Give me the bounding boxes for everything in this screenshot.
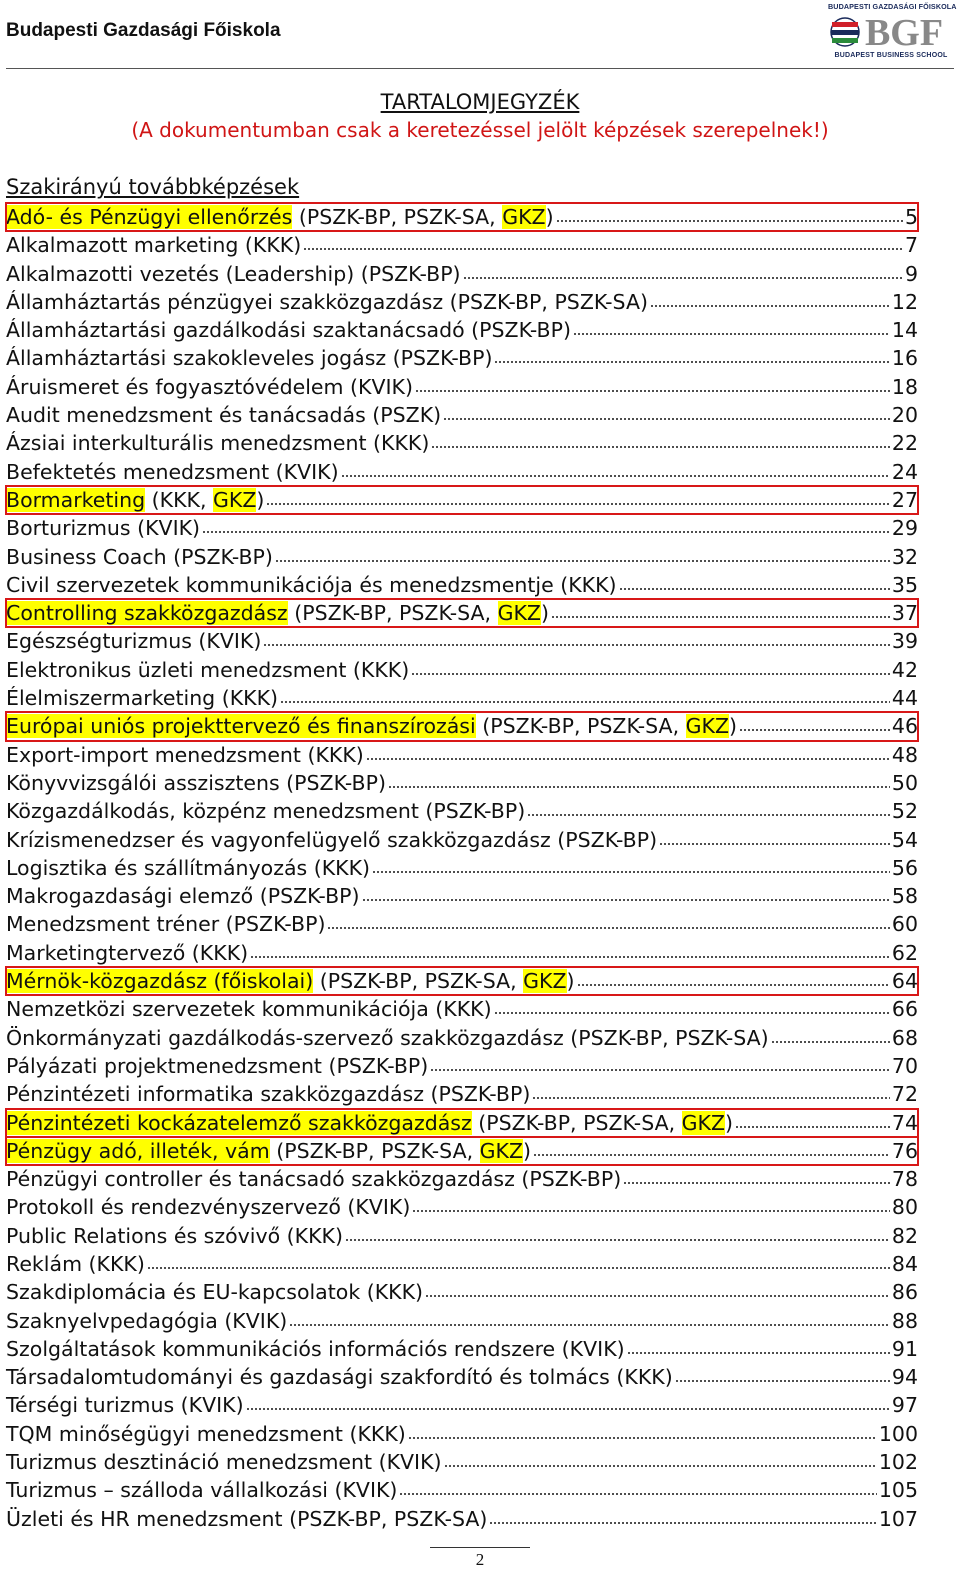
logo-bottom-text: BUDAPEST BUSINESS SCHOOL	[834, 52, 948, 59]
toc-entry-title	[6, 910, 325, 938]
dot-leader	[771, 1025, 890, 1045]
highlighted-text: GKZ	[681, 1110, 726, 1135]
toc-list	[6, 203, 918, 1533]
toc-entry-title	[6, 656, 409, 684]
logo-mark-text: BGF	[864, 12, 944, 50]
toc-entry[interactable]	[6, 910, 918, 938]
toc-entry[interactable]	[6, 203, 918, 231]
entry-text-part: Marketingtervező (KKK)	[6, 940, 249, 965]
toc-entry-title	[6, 712, 737, 740]
toc-entry[interactable]	[6, 458, 918, 486]
highlighted-text: Európai uniós projekttervező és finanszírozási	[6, 714, 476, 739]
toc-entry[interactable]	[6, 486, 918, 514]
toc-entry-title	[6, 627, 261, 655]
toc-entry[interactable]	[6, 656, 918, 684]
toc-entry[interactable]	[6, 627, 918, 655]
toc-entry[interactable]	[6, 939, 918, 967]
toc-entry[interactable]	[6, 373, 918, 401]
toc-entry[interactable]	[6, 231, 918, 259]
dot-leader	[362, 883, 890, 903]
toc-page-number: 91	[891, 1336, 918, 1361]
toc-entry-title	[6, 1420, 406, 1448]
highlighted-text: GKZ	[213, 487, 257, 512]
toc-entry[interactable]	[6, 543, 918, 571]
toc-entry-title	[6, 401, 441, 429]
toc-entry-title	[6, 1391, 244, 1419]
entry-text-part: (PSZK-BP, PSZK-SA,	[287, 601, 498, 626]
toc-entry[interactable]	[6, 995, 918, 1023]
toc-entry[interactable]	[6, 1137, 918, 1165]
highlighted-text: Pénzintézeti kockázatelemző szakközgazdász	[6, 1110, 472, 1135]
toc-entry[interactable]	[6, 1052, 918, 1080]
toc-page-number: 14	[891, 318, 918, 343]
toc-entry-title	[6, 826, 657, 854]
toc-page-number: 107	[878, 1506, 918, 1531]
toc-page-number: 37	[891, 601, 918, 626]
toc-entry-title	[6, 316, 571, 344]
entry-text-part: Önkormányzati gazdálkodás-szervező szakközgazdász (PSZK-BP, PSZK-SA)	[6, 1025, 769, 1050]
highlighted-text: Controlling szakközgazdász	[6, 601, 288, 626]
dot-leader	[444, 1449, 877, 1469]
entry-text-part: Turizmus desztináció menedzsment (KVIK)	[6, 1450, 442, 1475]
toc-page-number: 44	[891, 686, 918, 711]
toc-entry-title	[6, 486, 264, 514]
toc-entry-title	[6, 1363, 673, 1391]
entry-text-part: Turizmus – szálloda vállalkozási (KVIK)	[6, 1478, 398, 1503]
entry-text-part: Elektronikus üzleti menedzsment (KKK)	[6, 657, 410, 682]
dot-leader	[202, 515, 890, 535]
entry-text-part: Pénzintézeti informatika szakközgazdász (PSZK-BP)	[6, 1082, 531, 1107]
toc-page-number: 74	[891, 1110, 918, 1135]
entry-text-part: Alkalmazotti vezetés (Leadership) (PSZK-BP)	[6, 261, 461, 286]
entry-text-part: (PSZK-BP, PSZK-SA,	[292, 205, 503, 229]
entry-text-part: )	[545, 205, 554, 229]
dot-leader	[627, 1336, 890, 1356]
highlighted-text: GKZ	[502, 205, 546, 229]
toc-entry-title	[6, 684, 278, 712]
toc-entry[interactable]	[6, 1109, 918, 1137]
entry-text-part: Közgazdálkodás, közpénz menedzsment (PSZK-BP)	[6, 799, 526, 824]
toc-entry[interactable]	[6, 1024, 918, 1052]
highlighted-text: Adó- és Pénzügyi ellenőrzés	[6, 205, 293, 229]
highlighted-text: Mérnök-közgazdász (főiskolai)	[6, 969, 314, 994]
toc-page-number: 5	[904, 205, 918, 229]
entry-text-part: )	[725, 1110, 734, 1135]
toc-entry-title	[6, 373, 413, 401]
dot-leader	[388, 770, 890, 790]
entry-text-part: Társadalomtudományi és gazdasági szakfordító és tolmács (KKK)	[6, 1365, 673, 1390]
entry-text-part: Pénzügyi controller és tanácsadó szakközgazdász (PSZK-BP)	[6, 1167, 622, 1192]
bgf-logo	[828, 2, 957, 62]
toc-entry-title	[6, 571, 617, 599]
toc-entry[interactable]	[6, 1165, 918, 1193]
dot-leader	[489, 1506, 876, 1526]
dot-leader	[412, 1194, 890, 1214]
toc-entry[interactable]	[6, 967, 918, 995]
toc-page-number: 54	[891, 827, 918, 852]
toc-page-number: 76	[891, 1138, 918, 1163]
entry-text-part: Audit menedzsment és tanácsadás (PSZK)	[6, 403, 442, 428]
toc-entry-title	[6, 995, 492, 1023]
toc-entry[interactable]	[6, 712, 918, 740]
highlighted-text: Pénzügy adó, illeték, vám	[6, 1138, 270, 1163]
dot-leader	[623, 1166, 890, 1186]
entry-text-part: Borturizmus (KVIK)	[6, 516, 201, 541]
toc-page-number: 94	[891, 1365, 918, 1390]
toc-page-number: 32	[891, 544, 918, 569]
toc-page-number: 66	[891, 997, 918, 1022]
toc-page-number: 12	[891, 289, 918, 314]
toc-page-number: 86	[891, 1280, 918, 1305]
dot-leader	[411, 657, 890, 677]
dot-leader	[408, 1421, 877, 1441]
dot-leader	[415, 374, 890, 394]
toc-entry-title	[6, 429, 429, 457]
dot-leader	[431, 430, 890, 450]
dot-leader	[735, 1110, 890, 1130]
toc-entry[interactable]	[6, 1080, 918, 1108]
toc-entry-title	[6, 1448, 442, 1476]
toc-page-number: 48	[891, 742, 918, 767]
toc-entry[interactable]	[6, 599, 918, 627]
toc-entry-title	[6, 514, 200, 542]
toc-page-number: 72	[891, 1082, 918, 1107]
toc-entry-title	[6, 344, 492, 372]
toc-entry-title	[6, 1052, 428, 1080]
toc-entry-title	[6, 1222, 343, 1250]
toc-page-number: 9	[904, 261, 918, 286]
toc-entry[interactable]	[6, 401, 918, 429]
toc-page-number: 20	[891, 403, 918, 428]
toc-title: TARTALOMJEGYZÉK	[380, 90, 580, 114]
dot-leader	[246, 1392, 890, 1412]
entry-text-part: Szolgáltatások kommunikációs információs rendszere (KVIK)	[6, 1336, 625, 1361]
dot-leader	[263, 628, 890, 648]
toc-page-number: 22	[891, 431, 918, 456]
toc-page-number: 105	[878, 1478, 918, 1503]
entry-text-part: (PSZK-BP, PSZK-SA,	[269, 1138, 480, 1163]
entry-text-part: Logisztika és szállítmányozás (KKK)	[6, 855, 371, 880]
toc-page-number: 58	[891, 884, 918, 909]
dot-leader	[532, 1081, 890, 1101]
toc-page-number: 70	[891, 1053, 918, 1078]
header-title: Budapesti Gazdasági Főiskola	[6, 20, 281, 41]
entry-text-part: Szaknyelvpedagógia (KVIK)	[6, 1308, 288, 1333]
dot-leader	[577, 968, 890, 988]
toc-page-number: 102	[878, 1450, 918, 1475]
toc-entry[interactable]	[6, 429, 918, 457]
dot-leader	[366, 742, 890, 762]
toc-entry[interactable]	[6, 1307, 918, 1335]
entry-text-part: (PSZK-BP, PSZK-SA,	[471, 1110, 682, 1135]
toc-page-number: 80	[891, 1195, 918, 1220]
toc-entry-title	[6, 231, 301, 259]
toc-entry-title	[6, 1278, 423, 1306]
highlighted-text: GKZ	[685, 714, 729, 739]
toc-entry-title	[6, 1165, 621, 1193]
dot-leader	[341, 459, 890, 479]
dot-leader	[650, 289, 890, 309]
highlighted-text: GKZ	[479, 1138, 523, 1163]
toc-entry-title	[6, 1193, 410, 1221]
toc-entry-title	[6, 1505, 487, 1533]
dot-leader	[494, 345, 889, 365]
toc-entry[interactable]	[6, 769, 918, 797]
dot-leader	[463, 261, 903, 281]
toc-entry[interactable]	[6, 1278, 918, 1306]
toc-entry[interactable]	[6, 1222, 918, 1250]
toc-entry-title	[6, 967, 575, 995]
toc-page-number: 97	[891, 1393, 918, 1418]
toc-entry-title	[6, 1080, 530, 1108]
dot-leader	[425, 1279, 890, 1299]
toc-entry[interactable]	[6, 854, 918, 882]
entry-text-part: )	[540, 601, 549, 626]
toc-entry-title	[6, 769, 386, 797]
toc-page-number: 88	[891, 1308, 918, 1333]
toc-entry-title	[6, 599, 549, 627]
dot-leader	[430, 1053, 890, 1073]
highlighted-text: Bormarketing	[6, 487, 146, 512]
toc-entry[interactable]	[6, 1250, 918, 1278]
dot-leader	[619, 572, 890, 592]
dot-leader	[551, 600, 890, 620]
footer-divider	[430, 1547, 530, 1548]
dot-leader	[372, 855, 890, 875]
toc-page-number: 27	[891, 487, 918, 512]
header-divider	[6, 68, 954, 69]
toc-entry[interactable]	[6, 1505, 918, 1533]
highlighted-text: GKZ	[523, 969, 567, 994]
dot-leader	[527, 798, 890, 818]
toc-page-number: 82	[891, 1223, 918, 1248]
entry-text-part: Alkalmazott marketing (KKK)	[6, 233, 302, 258]
entry-text-part: Reklám (KKK)	[6, 1251, 145, 1276]
toc-entry[interactable]	[6, 741, 918, 769]
toc-entry-title	[6, 543, 273, 571]
toc-entry-title	[6, 797, 525, 825]
dot-leader	[659, 827, 890, 847]
entry-text-part: Könyvvizsgálói asszisztens (PSZK-BP)	[6, 770, 386, 795]
toc-page-number: 18	[891, 374, 918, 399]
entry-text-part: Befektetés menedzsment (KVIK)	[6, 459, 339, 484]
toc-entry[interactable]	[6, 1363, 918, 1391]
entry-text-part: Szakdiplomácia és EU-kapcsolatok (KKK)	[6, 1280, 424, 1305]
entry-text-part: Makrogazdasági elemző (PSZK-BP)	[6, 884, 360, 909]
toc-entry-title	[6, 939, 248, 967]
entry-text-part: Krízismenedzser és vagyonfelügyelő szakközgazdász (PSZK-BP)	[6, 827, 658, 852]
toc-entry[interactable]	[6, 1335, 918, 1363]
entry-text-part: (PSZK-BP, PSZK-SA,	[475, 714, 686, 739]
dot-leader	[345, 1223, 890, 1243]
page-header	[0, 0, 960, 70]
entry-text-part: Business Coach (PSZK-BP)	[6, 544, 273, 569]
toc-page-number: 60	[891, 912, 918, 937]
toc-page-number: 68	[891, 1025, 918, 1050]
toc-page-number: 62	[891, 940, 918, 965]
toc-entry-title	[6, 1109, 733, 1137]
toc-entry[interactable]	[6, 288, 918, 316]
toc-page-number: 84	[891, 1251, 918, 1276]
toc-entry[interactable]	[6, 684, 918, 712]
entry-text-part: Áruismeret és fogyasztóvédelem (KVIK)	[6, 374, 413, 399]
toc-page-number: 100	[878, 1421, 918, 1446]
dot-leader	[556, 204, 903, 224]
section-heading: Szakirányú továbbképzések	[6, 175, 300, 199]
toc-page-number: 52	[891, 799, 918, 824]
dot-leader	[443, 402, 890, 422]
entry-text-part: Élelmiszermarketing (KKK)	[6, 686, 279, 711]
entry-text-part: Export-import menedzsment (KKK)	[6, 742, 364, 767]
dot-leader	[327, 911, 889, 931]
toc-entry-title	[6, 1335, 625, 1363]
toc-entry[interactable]	[6, 1448, 918, 1476]
highlighted-text: GKZ	[497, 601, 541, 626]
toc-page-number: 16	[891, 346, 918, 371]
toc-page-number: 56	[891, 855, 918, 880]
toc-page-number: 29	[891, 516, 918, 541]
entry-text-part: Üzleti és HR menedzsment (PSZK-BP, PSZK-SA)	[6, 1506, 488, 1531]
toc-entry[interactable]	[6, 826, 918, 854]
dot-leader	[494, 996, 890, 1016]
entry-text-part: Civil szervezetek kommunikációja és menedzsmentje (KKK)	[6, 572, 617, 597]
toc-entry[interactable]	[6, 1420, 918, 1448]
dot-leader	[147, 1251, 890, 1271]
toc-entry[interactable]	[6, 882, 918, 910]
toc-page-number: 64	[891, 969, 918, 994]
toc-page-number: 7	[904, 233, 918, 258]
toc-entry-title	[6, 1476, 397, 1504]
entry-text-part: )	[566, 969, 575, 994]
entry-text-part: Térségi turizmus (KVIK)	[6, 1393, 244, 1418]
bgf-logo-mark	[828, 12, 954, 50]
toc-page-number: 39	[891, 629, 918, 654]
entry-text-part: Egészségturizmus (KVIK)	[6, 629, 262, 654]
entry-text-part: (KKK,	[145, 487, 214, 512]
toc-entry[interactable]	[6, 260, 918, 288]
dot-leader	[275, 544, 890, 564]
toc-entry-title	[6, 458, 339, 486]
toc-page-number: 35	[891, 572, 918, 597]
dot-leader	[533, 1138, 890, 1158]
toc-entry-title	[6, 741, 364, 769]
dot-leader	[250, 940, 890, 960]
entry-text-part: Protokoll és rendezvényszervező (KVIK)	[6, 1195, 411, 1220]
toc-subtitle: (A dokumentumban csak a keretezéssel jelölt képzések szerepelnek!)	[131, 118, 829, 142]
entry-text-part: Pályázati projektmenedzsment (PSZK-BP)	[6, 1053, 429, 1078]
toc-entry[interactable]	[6, 514, 918, 542]
toc-entry[interactable]	[6, 797, 918, 825]
toc-entry-title	[6, 882, 360, 910]
toc-entry-title	[6, 1024, 769, 1052]
entry-text-part: Nemzetközi szervezetek kommunikációja (KKK)	[6, 997, 492, 1022]
entry-text-part: )	[256, 487, 265, 512]
entry-text-part: Public Relations és szóvivő (KKK)	[6, 1223, 343, 1248]
entry-text-part: TQM minőségügyi menedzsment (KKK)	[6, 1421, 406, 1446]
toc-entry-title	[6, 1307, 287, 1335]
dot-leader	[675, 1364, 890, 1384]
dot-leader	[573, 317, 890, 337]
toc-entry[interactable]	[6, 344, 918, 372]
dot-leader	[280, 685, 890, 705]
logo-top-text: BUDAPESTI GAZDASÁGI FŐISKOLA	[828, 2, 957, 11]
toc-page-number: 46	[891, 714, 918, 739]
entry-text-part: )	[523, 1138, 531, 1163]
toc-page-number: 50	[891, 770, 918, 795]
toc-entry-title	[6, 1250, 145, 1278]
dot-leader	[303, 232, 903, 252]
dot-leader	[266, 487, 890, 507]
toc-entry-title	[6, 203, 554, 231]
toc-entry-title	[6, 288, 648, 316]
toc-page-number: 78	[891, 1167, 918, 1192]
toc-entry[interactable]	[6, 1476, 918, 1504]
entry-text-part: Menedzsment tréner (PSZK-BP)	[6, 912, 326, 937]
entry-text-part: (PSZK-BP, PSZK-SA,	[313, 969, 524, 994]
toc-entry-title	[6, 854, 370, 882]
toc-entry-title	[6, 1137, 531, 1165]
toc-entry[interactable]	[6, 571, 918, 599]
entry-text-part: Ázsiai interkulturális menedzsment (KKK)	[6, 431, 430, 456]
dot-leader	[739, 713, 890, 733]
toc-page-number: 24	[891, 459, 918, 484]
entry-text-part: Államháztartás pénzügyei szakközgazdász (PSZK-BP, PSZK-SA)	[6, 289, 648, 314]
toc-entry[interactable]	[6, 1193, 918, 1221]
dot-leader	[399, 1477, 876, 1497]
entry-text-part: Államháztartási gazdálkodási szaktanácsadó (PSZK-BP)	[6, 318, 571, 343]
entry-text-part: )	[728, 714, 737, 739]
dot-leader	[289, 1308, 890, 1328]
entry-text-part: Államháztartási szakokleveles jogász (PSZK-BP)	[6, 346, 493, 371]
toc-entry-title	[6, 260, 461, 288]
toc-entry[interactable]	[6, 1391, 918, 1419]
toc-entry[interactable]	[6, 316, 918, 344]
toc-page-number: 42	[891, 657, 918, 682]
page-number: 2	[475, 1550, 485, 1569]
